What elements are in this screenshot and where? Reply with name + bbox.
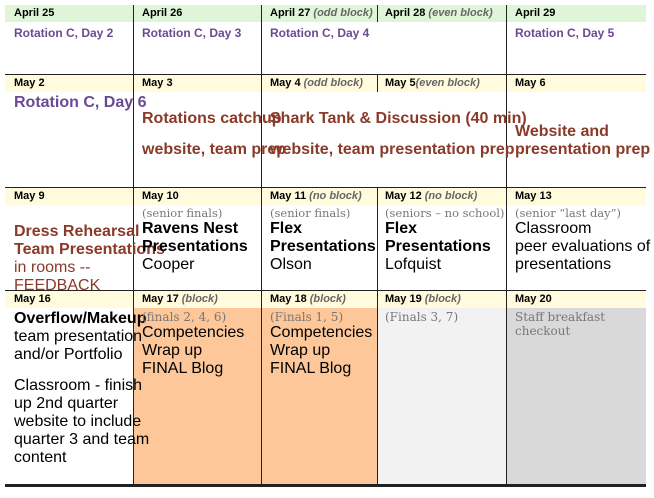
cell-may6 xyxy=(515,75,650,159)
event-text: Olson xyxy=(270,256,312,273)
event-text: Flex xyxy=(385,220,418,237)
date-label: May 17 (block) xyxy=(142,293,218,305)
block-note: (block) xyxy=(181,293,218,305)
cell-may10 xyxy=(142,188,248,274)
col-divider xyxy=(377,5,378,22)
cell-may16 xyxy=(14,291,149,467)
date-label: May 11 (no block) xyxy=(270,190,362,202)
cell-may12 xyxy=(385,188,504,274)
event-text: website, team prep xyxy=(142,141,287,158)
event-text: FINAL Blog xyxy=(142,360,224,377)
date-label: May 19 (block) xyxy=(385,293,461,305)
date-label: May 4 (odd block) xyxy=(270,77,363,89)
sub-note: (senior finals) xyxy=(142,206,223,220)
cell-may5 xyxy=(385,75,480,92)
sub-note: (senior “last day”) xyxy=(515,206,622,220)
event-text: checkout xyxy=(515,324,571,338)
block-note: (no block) xyxy=(309,190,362,202)
date-label: May 12 (no block) xyxy=(385,190,478,202)
event-text: Dress Rehearsal xyxy=(14,223,140,240)
event-text: website, team presentation prep xyxy=(270,141,515,158)
event-text: Wrap up xyxy=(142,342,203,359)
event-text: Classroom - finish xyxy=(14,377,143,394)
event-text: up 2nd quarter xyxy=(14,395,119,412)
date-label: April 29 xyxy=(515,7,556,19)
cell-may17 xyxy=(142,291,244,378)
cell-may20 xyxy=(515,291,605,338)
sub-note: (seniors – no school) xyxy=(385,206,505,220)
event-text: and/or Portfolio xyxy=(14,346,123,363)
block-note: (no block) xyxy=(424,190,478,202)
event-text: Presentations xyxy=(385,238,491,255)
event-text: Rotations catchup xyxy=(142,110,282,127)
date-label: May 9 xyxy=(14,190,45,202)
date-label: April 26 xyxy=(142,7,183,19)
cell-apr25 xyxy=(14,5,113,40)
event-text: team presentation xyxy=(14,328,143,345)
cell-may18 xyxy=(270,291,372,378)
event-text: presentation prep xyxy=(515,141,651,158)
cell-may2 xyxy=(14,75,146,112)
col-divider xyxy=(377,188,378,485)
event-text: peer evaluations of xyxy=(515,238,651,255)
event-text: Competencies xyxy=(270,324,373,341)
event-text: Wrap up xyxy=(270,342,331,359)
event-text: Overflow/Makeup xyxy=(14,310,147,327)
date-label: May 3 xyxy=(142,77,173,89)
event-text: Presentations xyxy=(270,238,376,255)
sub-note: (Finals 3, 7) xyxy=(385,310,459,324)
cell-apr27 xyxy=(270,5,373,40)
date-label: May 16 xyxy=(14,293,51,305)
block-note: (odd block) xyxy=(313,7,373,19)
block-note: (block) xyxy=(309,293,346,305)
event-text: Shark Tank & Discussion (40 min) xyxy=(270,110,527,127)
block-note: (even block) xyxy=(428,7,493,19)
date-label: May 13 xyxy=(515,190,552,202)
cell-may3 xyxy=(142,75,286,159)
sub-note: (senior finals) xyxy=(270,206,351,220)
event-text: content xyxy=(14,449,67,466)
date-label: May 20 xyxy=(515,293,552,305)
event-text: Rotation C, Day 3 xyxy=(142,26,242,40)
cell-apr29 xyxy=(515,5,614,40)
event-text: Team Presentations xyxy=(14,241,165,258)
event-text: in rooms -- xyxy=(14,259,91,276)
may19-bg xyxy=(378,308,507,484)
cell-apr26 xyxy=(142,5,241,40)
cell-apr28 xyxy=(385,5,493,22)
block-note: (even block) xyxy=(415,77,480,89)
block-note: (odd block) xyxy=(303,77,363,89)
event-text: Staff breakfast xyxy=(515,310,606,324)
date-label: May 2 xyxy=(14,77,45,89)
event-text: website to include xyxy=(14,413,142,430)
event-text: Rotation C, Day 2 xyxy=(14,26,114,40)
date-label: May 6 xyxy=(515,77,546,89)
cell-may13 xyxy=(515,188,650,274)
date-label: April 25 xyxy=(14,7,55,19)
event-text: FEEDBACK xyxy=(14,277,101,294)
date-label: April 28 (even block) xyxy=(385,7,493,19)
event-text: Website and xyxy=(515,123,609,140)
date-label: May 10 xyxy=(142,190,179,202)
event-text: Ravens Nest xyxy=(142,220,239,237)
event-text: Classroom xyxy=(515,220,592,237)
event-text: presentations xyxy=(515,256,612,273)
date-label: May 18 (block) xyxy=(270,293,346,305)
date-label: May 5(even block) xyxy=(385,77,480,89)
sub-note: (Finals 1, 5) xyxy=(270,310,344,324)
event-text: quarter 3 and team xyxy=(14,431,150,448)
event-text: Flex xyxy=(270,220,303,237)
event-text: Presentations xyxy=(142,238,248,255)
block-note: (block) xyxy=(424,293,461,305)
event-text: Rotation C, Day 4 xyxy=(270,26,370,40)
event-text: Rotation C, Day 5 xyxy=(515,26,615,40)
event-text: Lofquist xyxy=(385,256,442,273)
bottom-border xyxy=(5,484,646,487)
date-label: April 27 (odd block) xyxy=(270,7,373,19)
event-text: Cooper xyxy=(142,256,195,273)
sub-note: (finals 2, 4, 6) xyxy=(142,310,227,324)
cell-may19 xyxy=(385,291,461,324)
cell-may11 xyxy=(270,188,376,274)
event-text: Rotation C, Day 6 xyxy=(14,94,147,111)
event-text: Competencies xyxy=(142,324,245,341)
event-text: FINAL Blog xyxy=(270,360,352,377)
